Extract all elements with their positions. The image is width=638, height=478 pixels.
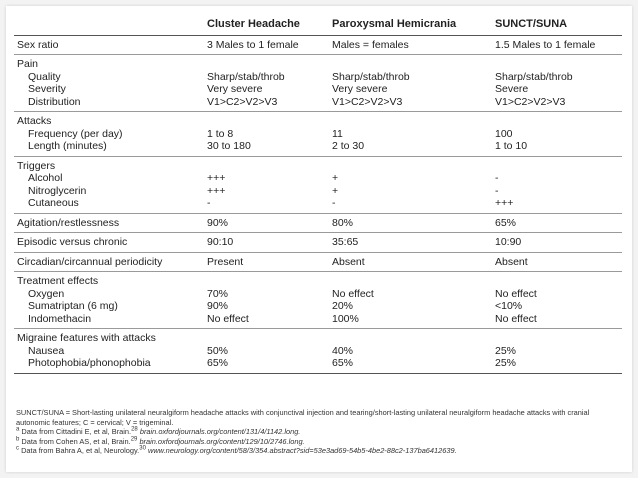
cell-sunct: 25% [495,344,517,357]
cell-cluster: Very severe [207,83,263,95]
reference-number: 28 [131,426,138,433]
row-label: Photophobia/phonophobia [14,357,204,373]
footnote-link[interactable]: www.neurology.org/content/58/3/354.abstract?sid=53e3ad69-54b5-4be2-88c2-137ba6412639. [147,446,457,456]
section-heading-row [14,112,622,128]
footnote-a [16,427,624,437]
footnote-mark: a [16,426,20,433]
document-page [6,6,632,472]
cell-paroxysmal: Sharp/stab/throb [332,70,410,83]
cell-sunct: 25% [492,357,622,373]
cell-paroxysmal: Very severe [332,83,388,95]
cell-cluster: 65% [204,357,329,373]
cell-cluster: 70% [207,287,229,300]
section-heading-row [14,329,622,345]
row-label: Episodic versus chronic [14,233,204,253]
cell-paroxysmal: 100% [332,312,359,325]
section-heading-row [14,156,622,172]
row-label: Quality [28,70,61,83]
row-label: Cutaneous [28,197,79,209]
footnote-c [16,446,624,456]
section-title-treatment: Treatment effects [14,272,622,288]
cell-sunct: <10% [495,300,523,312]
cell-cluster: No effect [207,312,249,325]
row-label: Sumatriptan (6 mg) [28,300,118,312]
table-row [14,197,622,213]
table-row [14,185,622,198]
table-row [14,35,622,55]
row-label: Agitation/restlessness [14,213,204,233]
table-header-row [14,18,622,35]
cell-paroxysmal: Males = females [329,35,492,55]
table-row [14,71,622,84]
section-title-migraine: Migraine features with attacks [14,329,622,345]
row-label: Sex ratio [14,35,204,55]
cell-sunct: 65% [492,213,622,233]
abbreviation-note: SUNCT/SUNA = Short-lasting unilateral neuralgiform headache attacks with conjunctival injection and tearing/short-lasting unilateral neuralgiform headache attacks with cranial autonomic features; C = cervical; V = trigeminal. [16,408,590,427]
cell-paroxysmal: 2 to 30 [332,140,365,152]
cell-sunct: 10:90 [492,233,622,253]
footnote-mark: c [16,445,19,452]
footnote-link[interactable]: brain.oxfordjournals.org/content/129/10/2746.long. [139,436,305,446]
cell-cluster: Present [204,252,329,272]
cell-paroxysmal: No effect [332,287,374,300]
table-row [14,300,622,313]
table-row [14,96,622,112]
cell-cluster: 1 to 8 [207,127,234,140]
cell-sunct: Severe [495,83,529,95]
reference-number: 30 [139,445,146,452]
cell-sunct: - [495,172,499,184]
cell-sunct: 100 [495,127,513,140]
cell-cluster: Sharp/stab/throb [207,70,285,83]
row-label: Nausea [28,344,65,357]
cell-paroxysmal: 20% [332,300,354,312]
cell-sunct: No effect [495,312,537,325]
cell-sunct: No effect [495,287,537,300]
table-row [14,213,622,233]
cell-paroxysmal: V1>C2>V2>V3 [332,95,403,108]
comparison-table [14,18,622,374]
cell-paroxysmal: 11 [332,127,343,140]
cell-cluster: 90% [207,300,229,312]
header-blank [14,18,204,35]
table-row [14,83,622,96]
cell-cluster: - [207,197,211,209]
footnote-text: Data from Cohen AS, et al, Brain. [21,436,131,446]
section-heading-row [14,272,622,288]
row-label: Oxygen [28,287,65,300]
cell-cluster: 90:10 [204,233,329,253]
cell-cluster: +++ [207,172,226,184]
row-label: Nitroglycerin [28,184,87,197]
cell-paroxysmal: 35:65 [329,233,492,253]
cell-cluster: 50% [207,344,229,357]
reference-number: 29 [130,436,138,443]
cell-cluster: 30 to 180 [207,140,251,152]
cell-paroxysmal: 80% [329,213,492,233]
cell-sunct: 1 to 10 [495,140,528,152]
row-label: Severity [28,83,66,95]
cell-sunct: Sharp/stab/throb [495,70,573,83]
row-label: Indomethacin [28,312,92,325]
cell-sunct: 1.5 Males to 1 female [492,35,622,55]
row-label: Circadian/circannual periodicity [14,252,204,272]
table-row [14,140,622,156]
footnote-text: Data from Bahra A, et al, Neurology. [21,446,140,456]
cell-cluster: 90% [204,213,329,233]
header-sunct-suna: SUNCT/SUNA [492,18,622,35]
footnote-link[interactable]: brain.oxfordjournals.org/content/131/4/1142.long. [139,427,301,437]
section-title-pain: Pain [14,55,622,71]
table-row [14,128,622,141]
header-paroxysmal-hemicrania: Paroxysmal Hemicrania [329,18,492,35]
cell-paroxysmal: 40% [332,344,354,357]
cell-paroxysmal: - [332,197,336,209]
table-row [14,357,622,373]
table-row [14,172,622,185]
footnote-mark: b [16,436,20,443]
cell-sunct: Absent [492,252,622,272]
table-row [14,288,622,301]
table-row [14,233,622,253]
cell-sunct: +++ [495,197,514,209]
row-label: Frequency (per day) [28,127,123,140]
footnote-text: Data from Cittadini E, et al, Brain. [21,427,132,437]
table-row [14,313,622,329]
cell-paroxysmal: 65% [329,357,492,373]
section-title-triggers: Triggers [14,156,622,172]
cell-paroxysmal: + [332,172,339,184]
cell-sunct: - [495,184,499,197]
cell-paroxysmal: Absent [329,252,492,272]
table-footnotes [16,408,624,456]
section-heading-row [14,55,622,71]
cell-cluster: +++ [207,184,226,197]
row-label: Alcohol [28,172,63,184]
header-cluster-headache: Cluster Headache [204,18,329,35]
row-label: Length (minutes) [28,140,107,152]
table-row [14,345,622,358]
cell-cluster: 3 Males to 1 female [204,35,329,55]
row-label: Distribution [28,95,81,108]
table-row [14,252,622,272]
cell-cluster: V1>C2>V2>V3 [207,95,278,108]
cell-sunct: V1>C2>V2>V3 [495,95,566,108]
section-title-attacks: Attacks [14,112,622,128]
footnote-b [16,437,624,447]
cell-paroxysmal: + [332,184,339,197]
